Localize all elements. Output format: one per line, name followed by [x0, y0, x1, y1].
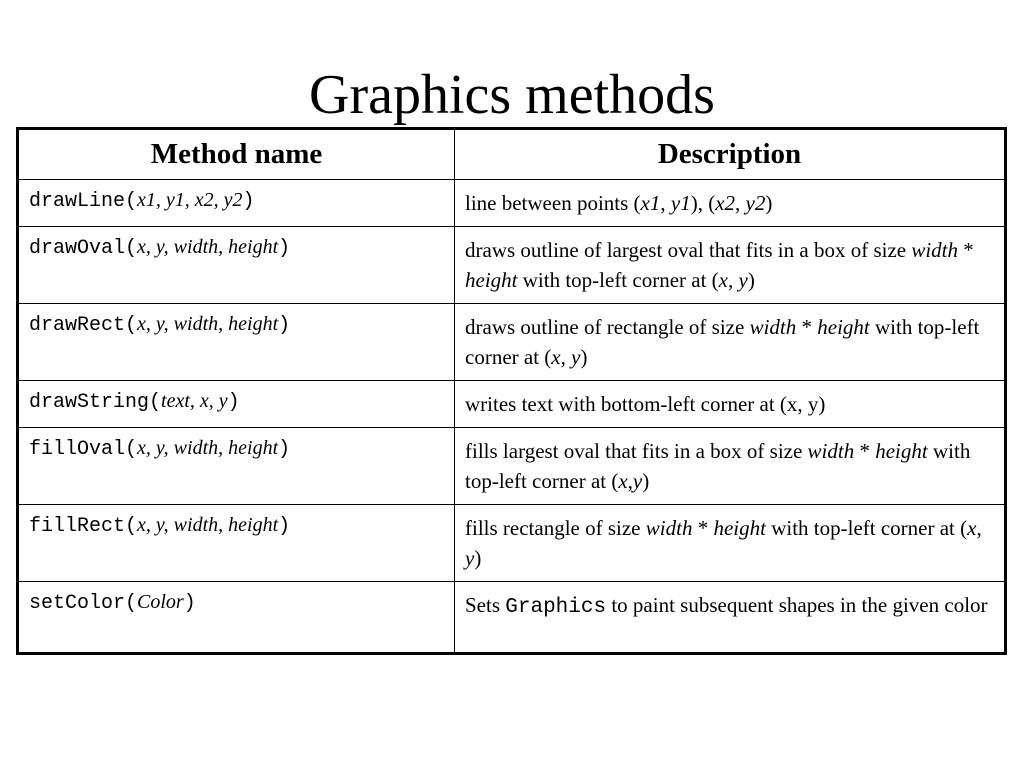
desc-param: y — [571, 345, 581, 369]
desc-param: y1 — [670, 191, 691, 215]
method-name: drawLine( — [29, 190, 138, 213]
desc-param: x — [551, 345, 561, 369]
graphics-methods-table — [16, 127, 1007, 655]
desc-param: width — [645, 516, 693, 540]
desc-text: fills largest oval that fits in a box of size — [465, 439, 808, 463]
desc-param: height — [817, 315, 870, 339]
method-signature — [18, 304, 455, 381]
desc-text: * — [796, 315, 818, 339]
desc-text: ), ( — [690, 191, 716, 215]
desc-param: height — [713, 516, 766, 540]
method-name: drawString( — [29, 391, 162, 414]
desc-text: ) — [642, 469, 650, 493]
method-args: x, y, width, height — [137, 437, 279, 459]
method-signature — [18, 180, 455, 227]
method-description — [455, 304, 1006, 381]
method-name: fillRect( — [29, 515, 138, 538]
table-row — [18, 304, 1006, 381]
table-header-row — [18, 129, 1006, 180]
method-description — [455, 227, 1006, 304]
table-row — [18, 227, 1006, 304]
desc-param: x1 — [640, 191, 661, 215]
desc-param: width — [807, 439, 855, 463]
desc-param: x — [718, 268, 728, 292]
method-signature — [18, 381, 455, 428]
desc-text: to paint subsequent shapes in the given color — [606, 593, 988, 617]
method-description — [455, 381, 1006, 428]
header-method-name: Method name — [18, 129, 455, 180]
method-name: drawRect( — [29, 314, 138, 337]
desc-text: with top-left corner at ( — [465, 315, 980, 369]
table-row — [18, 428, 1006, 505]
desc-text: ) — [580, 345, 588, 369]
method-description — [455, 582, 1006, 654]
method-close: ) — [242, 190, 255, 213]
method-args: x, y, width, height — [137, 514, 279, 536]
desc-text: , — [660, 191, 671, 215]
desc-param: x2 — [715, 191, 736, 215]
method-signature — [18, 505, 455, 582]
method-args: x1, y1, x2, y2 — [137, 189, 243, 211]
slide-title: Graphics methods — [309, 64, 715, 126]
desc-text: * — [854, 439, 876, 463]
table-row — [18, 381, 1006, 428]
desc-text: writes text with bottom-left corner at (x, y) — [465, 392, 826, 416]
desc-param: width — [749, 315, 797, 339]
method-name: fillOval( — [29, 438, 138, 461]
method-close: ) — [278, 515, 291, 538]
desc-param: y — [632, 469, 643, 493]
method-description — [455, 180, 1006, 227]
desc-text: ) — [765, 191, 773, 215]
method-args: x, y, width, height — [137, 236, 279, 258]
desc-text: , — [728, 268, 739, 292]
desc-param: x — [967, 516, 977, 540]
method-args: x, y, width, height — [137, 313, 279, 335]
desc-text: , — [735, 191, 746, 215]
method-close: ) — [278, 438, 291, 461]
table-row — [18, 180, 1006, 227]
desc-param: height — [875, 439, 928, 463]
header-description: Description — [455, 129, 1006, 180]
desc-param: y — [738, 268, 748, 292]
desc-text: draws outline of rectangle of size — [465, 315, 750, 339]
method-signature — [18, 582, 455, 654]
method-args: text, x, y — [161, 390, 228, 412]
desc-text: , — [627, 469, 633, 493]
method-name: drawOval( — [29, 237, 138, 260]
desc-text: ) — [474, 546, 482, 570]
desc-text: , — [976, 516, 982, 540]
method-name: setColor( — [29, 592, 138, 615]
method-description — [455, 505, 1006, 582]
desc-text: Sets — [465, 593, 506, 617]
method-signature — [18, 227, 455, 304]
desc-param: y2 — [745, 191, 766, 215]
desc-param: y — [465, 546, 475, 570]
method-close: ) — [227, 391, 240, 414]
desc-param: width — [911, 238, 959, 262]
desc-text: fills rectangle of size — [465, 516, 646, 540]
desc-text: * — [958, 238, 974, 262]
desc-param: height — [465, 268, 518, 292]
desc-text: with top-left corner at ( — [465, 439, 971, 493]
desc-text: , — [560, 345, 572, 369]
desc-param: x — [618, 469, 628, 493]
table-row — [18, 582, 1006, 654]
desc-text: line between points ( — [465, 191, 641, 215]
desc-text: with top-left corner at ( — [765, 516, 968, 540]
method-close: ) — [278, 237, 291, 260]
desc-text: draws outline of largest oval that fits in a box of size — [465, 238, 912, 262]
method-signature — [18, 428, 455, 505]
desc-text: * — [692, 516, 714, 540]
desc-text: ) — [747, 268, 755, 292]
table-row — [18, 505, 1006, 582]
method-close: ) — [278, 314, 291, 337]
method-description — [455, 428, 1006, 505]
desc-code: Graphics — [505, 596, 607, 619]
method-args: Color — [137, 591, 184, 613]
method-close: ) — [183, 592, 196, 615]
desc-text: with top-left corner at ( — [517, 268, 719, 292]
